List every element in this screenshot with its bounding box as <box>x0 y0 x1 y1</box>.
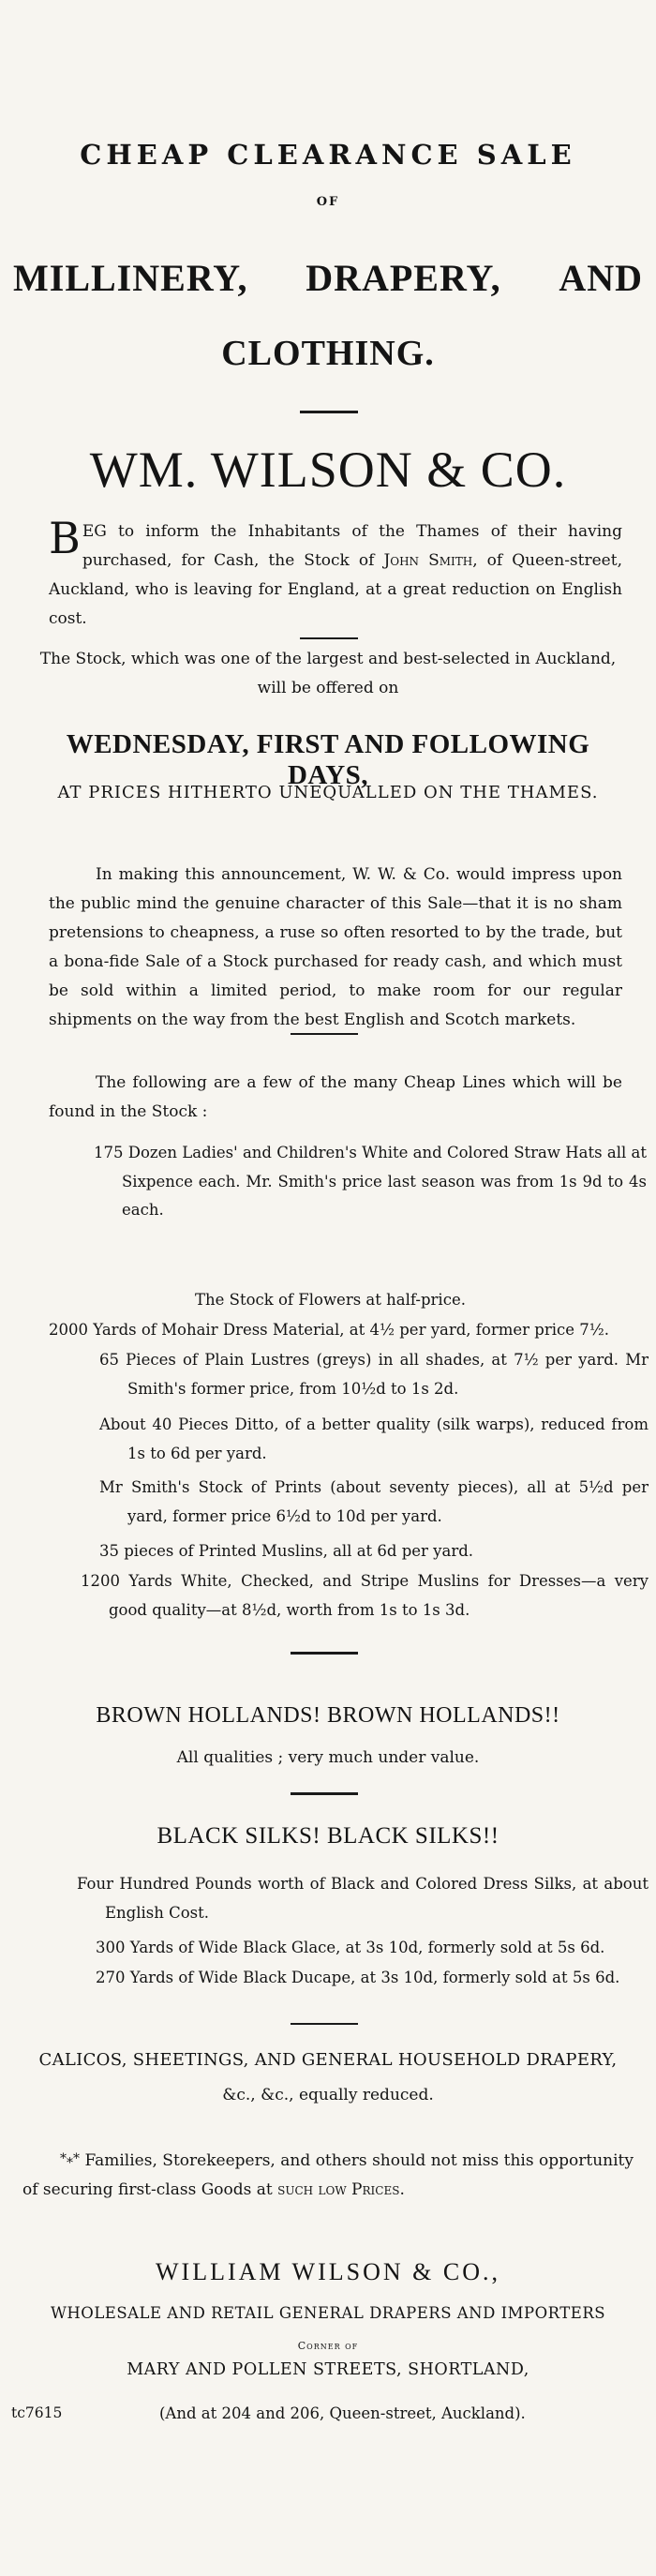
footer-corner: Corner of <box>297 2340 359 2352</box>
millinery-word: MILLINERY, <box>13 257 248 299</box>
drapery-word: DRAPERY, <box>306 257 501 299</box>
item-lustres: 65 Pieces of Plain Lustres (greys) in all shades, at 7½ per yard. Mr Smith's former price, from 10½d to 1s 2d. <box>99 1351 649 1398</box>
divider-rule <box>300 637 358 639</box>
days-heading: WEDNESDAY, FIRST AND FOLLOWING DAYS, <box>66 729 590 790</box>
cheap-lines-intro: The following are a few of the many Cheap Lines which will be found in the Stock : <box>49 1073 622 1121</box>
divider-rule <box>300 411 358 413</box>
divider-rule <box>291 1652 358 1655</box>
item-flowers: The Stock of Flowers at half-price. <box>195 1291 466 1309</box>
divider-rule <box>291 1792 358 1795</box>
footer-firm-name: WILLIAM WILSON & CO., <box>156 2258 500 2285</box>
goods-heading <box>13 256 643 300</box>
and-word: AND <box>559 257 643 299</box>
black-silks-heading: BLACK SILKS! BLACK SILKS!! <box>157 1823 499 1849</box>
footer-address: (And at 204 and 206, Queen-street, Auckland). <box>159 2404 526 2422</box>
prices-heading: AT PRICES HITHERTO UNEQUALLED ON THE THAMES. <box>57 783 599 802</box>
footer-reference: tc7615 <box>11 2404 63 2421</box>
low-prices-phrase: such low Prices <box>277 2180 400 2199</box>
firm-name: WM. WILSON & CO. <box>89 442 567 498</box>
brown-hollands-heading: BROWN HOLLANDS! BROWN HOLLANDS!! <box>96 1703 560 1728</box>
asterism-icon: *⁎* <box>60 2151 80 2166</box>
divider-rule <box>291 2023 358 2025</box>
item-straw-hats: 175 Dozen Ladies' and Children's White and Colored Straw Hats all at Sixpence each. Mr. Smith's price last season was from 1s 9d to 4s each. <box>94 1144 647 1219</box>
john-smith-name: John Smith <box>383 551 473 570</box>
calicos-heading: CALICOS, SHEETINGS, AND GENERAL HOUSEHOLD DRAPERY, <box>38 2050 618 2070</box>
drop-cap: B <box>49 513 81 563</box>
item-white-muslins: 1200 Yards White, Checked, and Stripe Muslins for Dresses—a very good quality—at 8½d, worth from 1s to 1s 3d. <box>81 1572 649 1619</box>
stock-offer-line-2: will be offered on <box>257 679 399 697</box>
silk-item-ducape: 270 Yards of Wide Black Ducape, at 3s 10d, formerly sold at 5s 6d. <box>96 1969 620 1986</box>
brown-hollands-sub: All qualities ; very much under value. <box>176 1748 480 1767</box>
footer-streets: MARY AND POLLEN STREETS, SHORTLAND, <box>127 2360 529 2379</box>
clothing-heading: CLOTHING. <box>221 334 435 373</box>
footer-wholesale: WHOLESALE AND RETAIL GENERAL DRAPERS AND IMPORTERS <box>50 2304 606 2322</box>
item-printed-muslins: 35 pieces of Printed Muslins, all at 6d per yard. <box>99 1542 474 1560</box>
sale-heading: CHEAP CLEARANCE SALE <box>80 139 576 171</box>
calicos-sub: &c., &c., equally reduced. <box>222 2086 434 2104</box>
silk-item-dress-silks: Four Hundred Pounds worth of Black and Colored Dress Silks, at about English Cost. <box>77 1875 649 1922</box>
silk-item-glace: 300 Yards of Wide Black Glace, at 3s 10d, formerly sold at 5s 6d. <box>96 1939 605 1956</box>
announcement-paragraph: In making this announcement, W. W. & Co. would impress upon the public mind the genuine character of this Sale—that it is no sham pretensions to cheapness, a ruse so often resorted to by the trade, but a bona-fide Sale of a Stock purchased for ready cash, and which must be sold within a limited period, to make room for our regular shipments on the way from the best English and Scotch markets. <box>49 865 622 1029</box>
of-label: OF <box>316 195 340 209</box>
item-mohair: 2000 Yards of Mohair Dress Material, at 4½ per yard, former price 7½. <box>49 1321 609 1339</box>
divider-rule <box>291 1033 358 1035</box>
intro-paragraph: BEG to inform the Inhabitants of the Thames of their having purchased, for Cash, the Stock of John Smith, of Queen-street, Auckland, who is leaving for England, at a great reduction on English cost. <box>49 513 622 628</box>
item-prints: Mr Smith's Stock of Prints (about seventy pieces), all at 5½d per yard, former price 6½d to 10d per yard. <box>99 1478 649 1525</box>
families-paragraph: *⁎* Families, Storekeepers, and others should not miss this opportunity of securing first-class Goods at such low Prices. <box>22 2151 634 2199</box>
item-ditto: About 40 Pieces Ditto, of a better quality (silk warps), reduced from 1s to 6d per yard. <box>99 1415 649 1462</box>
stock-offer-line-1: The Stock, which was one of the largest and best-selected in Auckland, <box>39 650 617 668</box>
